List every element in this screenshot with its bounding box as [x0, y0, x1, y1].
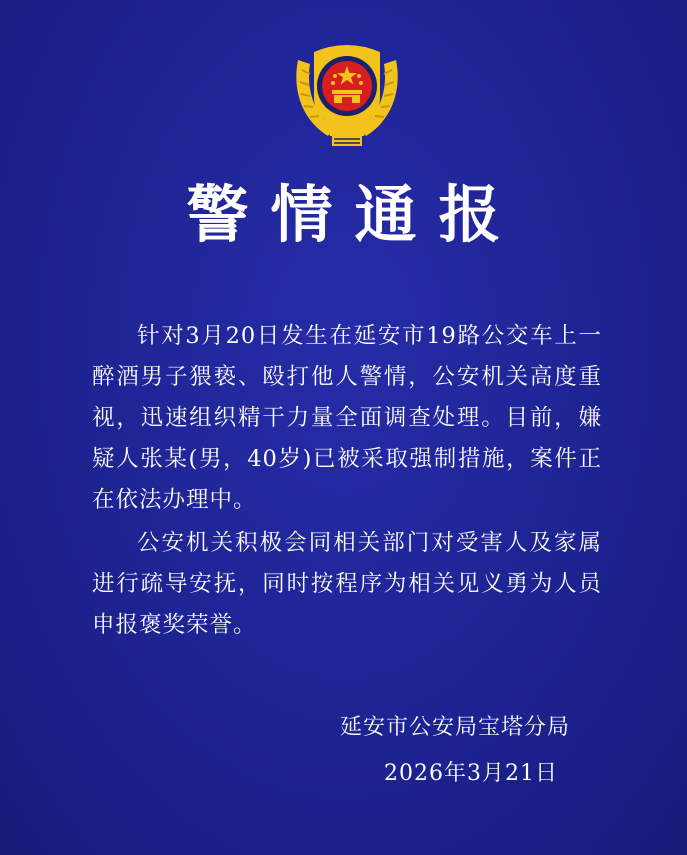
police-emblem-icon: [288, 40, 406, 152]
paragraph-2: 公安机关积极会同相关部门对受害人及家属进行疏导安抚，同时按程序为相关见义勇为人员申报褒奖荣誉。: [92, 530, 602, 638]
issuing-organization: 延安市公安局宝塔分局: [340, 715, 571, 740]
signature-block: [340, 705, 600, 797]
page-title: 警情通报: [186, 178, 523, 251]
paragraph-1: 针对3月20日发生在延安市19路公交车上一醉酒男子猥亵、殴打他人警情，公安机关高度重视，迅速组织精干力量全面调查处理。目前，嫌疑人张某(男，40岁)已被采取强制措施，案件正在依法办理中。: [92, 323, 602, 513]
report-body: [92, 316, 602, 646]
issue-date: 2026年3月21日: [384, 761, 558, 786]
